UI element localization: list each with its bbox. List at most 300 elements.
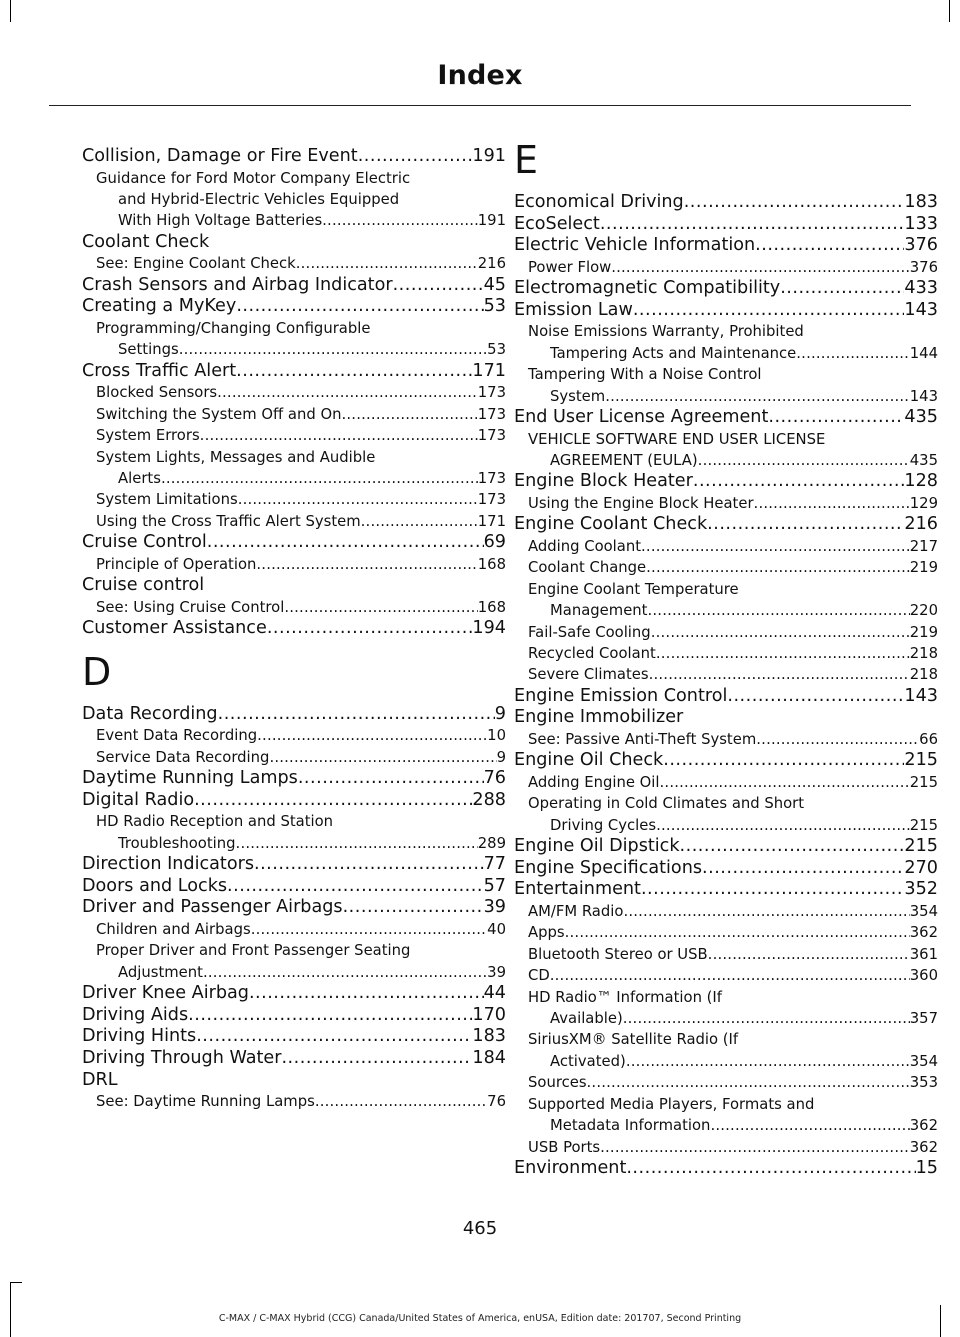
entry-text: Cross Traffic Alert <box>82 360 237 381</box>
entry-text: Environment <box>514 1157 627 1178</box>
entry-page-number: 433 <box>904 278 938 299</box>
dot-leader <box>236 296 483 318</box>
index-entry <box>514 235 938 257</box>
index-entry <box>82 1048 506 1070</box>
entry-text: Event Data Recording <box>96 727 258 745</box>
entry-text: System Lights, Messages and Audible <box>96 448 376 466</box>
entry-page-number: 76 <box>487 1093 506 1111</box>
dot-leader <box>188 1005 472 1027</box>
title-divider <box>49 105 911 106</box>
index-entry <box>514 707 938 729</box>
index-entry <box>82 790 506 812</box>
entry-text: Supported Media Players, Formats and <box>528 1095 815 1113</box>
entry-page-number: 362 <box>909 1138 938 1156</box>
dot-leader <box>179 339 487 360</box>
dot-leader <box>755 235 904 257</box>
entry-text: With High Voltage Batteries <box>118 212 323 230</box>
index-subentry <box>514 1115 938 1136</box>
entry-page-number: 216 <box>477 255 506 273</box>
entry-page-number: 219 <box>909 559 938 577</box>
dot-leader <box>196 1026 472 1048</box>
index-entry <box>514 858 938 880</box>
entry-text: Engine Immobilizer <box>514 707 684 728</box>
index-subentry <box>82 554 506 575</box>
entry-text: CD <box>528 967 550 985</box>
index-section-letter: D <box>82 649 112 694</box>
index-subentry <box>514 922 938 943</box>
index-subentry <box>82 404 506 425</box>
dot-leader <box>698 450 910 471</box>
entry-text: Tampering With a Noise Control <box>528 366 762 384</box>
entry-text: Activated) <box>550 1052 626 1070</box>
entry-page-number: 270 <box>904 857 938 878</box>
index-subentry <box>514 965 938 986</box>
entry-page-number: 183 <box>904 192 938 212</box>
index-subentry <box>514 1051 938 1072</box>
entry-text: Cruise control <box>82 575 205 596</box>
entry-page-number: 173 <box>477 384 506 402</box>
dot-leader <box>702 858 904 880</box>
entry-text: Engine Coolant Check <box>514 514 708 535</box>
dot-leader <box>550 965 910 986</box>
entry-page-number: 289 <box>477 834 506 852</box>
entry-text: Adding Engine Oil <box>528 774 660 792</box>
entry-text: Power Flow <box>528 258 612 276</box>
entry-page-number: 354 <box>909 1052 938 1070</box>
entry-page-number: 45 <box>483 274 506 295</box>
dot-leader <box>393 275 484 297</box>
entry-text: Severe Climates <box>528 666 649 684</box>
entry-page-number: 40 <box>487 921 506 939</box>
dot-leader <box>727 686 904 708</box>
entry-page-number: 216 <box>904 514 938 535</box>
entry-page-number: 168 <box>477 598 506 616</box>
entry-page-number: 9 <box>494 703 506 724</box>
entry-page-number: 362 <box>909 924 938 942</box>
dot-leader <box>358 146 473 168</box>
entry-text: Adjustment <box>118 963 203 981</box>
index-entry <box>82 1070 506 1092</box>
index-subentry <box>82 168 506 189</box>
index-entry <box>82 704 506 726</box>
dot-leader <box>646 557 910 578</box>
entry-page-number: 171 <box>472 360 506 381</box>
dot-leader <box>768 407 904 429</box>
index-subentry <box>514 257 938 278</box>
entry-text: Alerts <box>118 470 161 488</box>
entry-text: Emission Law <box>514 299 633 320</box>
dot-leader <box>343 897 484 919</box>
entry-text: Troubleshooting <box>118 834 236 852</box>
dot-leader <box>218 704 495 726</box>
entry-text: System Limitations <box>96 491 238 509</box>
dot-leader <box>194 790 472 812</box>
index-subentry <box>514 579 938 600</box>
entry-text: Using the Engine Block Heater <box>528 495 754 512</box>
entry-page-number: 288 <box>472 789 506 810</box>
dot-leader <box>254 854 484 876</box>
index-subentry <box>514 643 938 664</box>
entry-text: Direction Indicators <box>82 854 254 875</box>
index-entry <box>82 854 506 876</box>
entry-page-number: 144 <box>909 344 938 362</box>
dot-leader <box>257 725 487 746</box>
index-entry <box>82 275 506 297</box>
index-entry <box>82 876 506 898</box>
entry-text: See: Engine Coolant Check <box>96 255 296 273</box>
index-subentry <box>82 189 506 210</box>
entry-text: See: Daytime Running Lamps <box>96 1093 315 1111</box>
entry-page-number: 215 <box>909 816 938 834</box>
entry-page-number: 191 <box>477 212 506 230</box>
entry-text: System Errors <box>96 427 200 445</box>
entry-text: Collision, Damage or Fire Event <box>82 146 358 166</box>
index-entry <box>82 1026 506 1048</box>
index-subentry <box>82 382 506 403</box>
index-subentry <box>514 772 938 793</box>
entry-page-number: 435 <box>904 407 938 427</box>
index-subentry <box>82 725 506 746</box>
footer-edition-text: C-MAX / C-MAX Hybrid (CCG) Canada/United States of America, enUSA, Edition date: 201707, Second Printing <box>218 1313 742 1324</box>
entry-page-number: 170 <box>472 1004 506 1025</box>
dot-leader <box>611 257 910 278</box>
dot-leader <box>281 1048 472 1070</box>
entry-text: Driving Cycles <box>550 816 657 834</box>
index-subentry <box>514 987 938 1008</box>
index-subentry <box>514 729 938 750</box>
entry-text: Programming/Changing Configurable <box>96 320 371 337</box>
index-subentry <box>514 1072 938 1093</box>
entry-page-number: 129 <box>909 495 938 512</box>
entry-page-number: 173 <box>477 470 506 488</box>
entry-text: See: Passive Anti-Theft System <box>528 731 757 749</box>
dot-leader <box>161 468 478 489</box>
entry-page-number: 69 <box>483 532 506 553</box>
dot-leader <box>710 1115 909 1136</box>
entry-text: See: Using Cruise Control <box>96 598 285 616</box>
entry-text: Electric Vehicle Information <box>514 235 756 256</box>
dot-leader <box>342 404 478 425</box>
entry-text: HD Radio Reception and Station <box>96 813 334 831</box>
index-subentry <box>82 962 506 983</box>
index-section-letter: E <box>514 138 539 182</box>
entry-text: End User License Agreement <box>514 407 769 427</box>
entry-text: Driver and Passenger Airbags <box>82 897 343 918</box>
entry-page-number: 10 <box>487 727 506 745</box>
entry-page-number: 53 <box>487 341 506 359</box>
entry-text: Digital Radio <box>82 789 195 810</box>
dot-leader <box>754 493 910 514</box>
entry-text: Economical Driving <box>514 192 684 212</box>
entry-text: Electromagnetic Compatibility <box>514 278 781 299</box>
dot-leader <box>647 600 909 621</box>
entry-page-number: 435 <box>909 452 938 469</box>
index-subentry <box>514 536 938 557</box>
dot-leader <box>641 879 904 901</box>
dot-leader <box>200 425 478 446</box>
entry-page-number: 76 <box>483 768 506 789</box>
entry-text: Engine Emission Control <box>514 685 728 706</box>
entry-page-number: 173 <box>477 427 506 445</box>
entry-text: Engine Block Heater <box>514 471 693 492</box>
entry-page-number: 352 <box>904 879 938 900</box>
entry-text: Driver Knee Airbag <box>82 983 249 1004</box>
dot-leader <box>256 554 477 575</box>
dot-leader <box>605 386 910 407</box>
index-subentry <box>82 940 506 961</box>
dot-leader <box>708 944 910 965</box>
index-entry <box>82 532 506 554</box>
entry-page-number: 191 <box>472 146 506 166</box>
entry-text: Doors and Locks <box>82 875 228 896</box>
entry-text: Engine Specifications <box>514 857 703 878</box>
index-entry <box>82 618 506 640</box>
dot-leader <box>684 192 905 214</box>
index-entry <box>82 296 506 318</box>
index-subentry <box>514 1008 938 1029</box>
entry-text: Tampering Acts and Maintenance <box>550 344 797 362</box>
entry-text: Creating a MyKey <box>82 296 237 317</box>
entry-page-number: 217 <box>909 538 938 555</box>
dot-leader <box>680 836 905 858</box>
entry-text: Guidance for Ford Motor Company Electric <box>96 169 411 187</box>
index-subentry <box>82 425 506 446</box>
entry-page-number: 168 <box>477 555 506 573</box>
entry-page-number: 77 <box>483 854 506 875</box>
entry-text: Blocked Sensors <box>96 384 218 402</box>
index-entry <box>82 575 506 597</box>
entry-page-number: 183 <box>472 1026 506 1047</box>
index-entry <box>514 514 938 536</box>
entry-page-number: 171 <box>477 512 506 530</box>
entry-page-number: 215 <box>904 836 938 857</box>
index-subentry <box>514 321 938 342</box>
entry-page-number: 215 <box>909 774 938 792</box>
index-subentry <box>82 511 506 532</box>
dot-leader <box>623 1008 910 1029</box>
page-number: 465 <box>462 1218 498 1239</box>
entry-text: Daytime Running Lamps <box>82 768 298 789</box>
index-entry <box>82 1005 506 1027</box>
entry-text: Driving Aids <box>82 1004 189 1025</box>
index-entry <box>514 836 938 858</box>
dot-leader <box>756 729 919 750</box>
entry-text: Apps <box>528 924 565 942</box>
dot-leader <box>600 1137 910 1158</box>
entry-text: Engine Oil Check <box>514 750 664 771</box>
index-subentry <box>82 468 506 489</box>
index-entry <box>514 407 938 429</box>
entry-page-number: 361 <box>909 945 938 963</box>
index-subentry <box>82 210 506 231</box>
dot-leader <box>296 253 478 274</box>
entry-text: Adding Coolant <box>528 538 642 555</box>
index-entry <box>82 768 506 790</box>
dot-leader <box>587 1072 910 1093</box>
entry-text: SiriusXM® Satellite Radio (If <box>528 1031 739 1049</box>
entry-page-number: 128 <box>904 471 938 492</box>
index-subentry <box>82 747 506 768</box>
index-entry <box>82 897 506 919</box>
dot-leader <box>663 750 904 772</box>
index-column-left <box>82 146 506 1113</box>
index-subentry <box>514 1137 938 1158</box>
entry-page-number: 57 <box>483 875 506 896</box>
index-subentry <box>82 1091 506 1112</box>
entry-page-number: 376 <box>904 235 938 256</box>
entry-text: Engine Coolant Temperature <box>528 580 739 598</box>
index-entry <box>514 214 938 236</box>
entry-page-number: 354 <box>909 903 938 921</box>
entry-page-number: 220 <box>909 602 938 620</box>
index-entry <box>514 192 938 214</box>
dot-leader <box>236 361 472 383</box>
index-subentry <box>514 450 938 471</box>
index-subentry <box>82 253 506 274</box>
dot-leader <box>633 300 905 322</box>
entry-page-number: 173 <box>477 405 506 423</box>
index-subentry <box>514 343 938 364</box>
index-subentry <box>82 597 506 618</box>
index-column-right <box>514 138 938 1180</box>
entry-page-number: 15 <box>915 1157 938 1178</box>
entry-page-number: 39 <box>487 963 506 981</box>
index-entry <box>82 361 506 383</box>
dot-leader <box>693 471 905 493</box>
entry-page-number: 184 <box>472 1048 506 1069</box>
dot-leader <box>361 511 478 532</box>
index-entry <box>82 232 506 254</box>
entry-text: USB Ports <box>528 1138 601 1156</box>
index-subentry <box>514 386 938 407</box>
dot-leader <box>626 1158 915 1180</box>
entry-text: Driving Hints <box>82 1026 197 1047</box>
entry-text: Customer Assistance <box>82 618 267 639</box>
dot-leader <box>236 833 478 854</box>
entry-text: Operating in Cold Climates and Short <box>528 795 805 813</box>
entry-text: Using the Cross Traffic Alert System <box>96 512 361 530</box>
index-subentry <box>514 901 938 922</box>
entry-page-number: 39 <box>483 897 506 918</box>
index-subentry <box>514 793 938 814</box>
index-subentry <box>82 318 506 339</box>
entry-page-number: 215 <box>904 750 938 771</box>
entry-text: Management <box>550 602 648 620</box>
entry-page-number: 376 <box>909 258 938 276</box>
dot-leader <box>207 532 484 554</box>
index-entry <box>514 686 938 708</box>
index-entry <box>514 471 938 493</box>
entry-text: Sources <box>528 1074 587 1092</box>
dot-leader <box>238 489 478 510</box>
entry-page-number: 194 <box>472 618 506 639</box>
index-entry <box>514 1158 938 1180</box>
index-subentry <box>514 944 938 965</box>
index-subentry <box>82 489 506 510</box>
dot-leader <box>660 772 910 793</box>
entry-text: Children and Airbags <box>96 921 251 939</box>
dot-leader <box>269 747 496 768</box>
dot-leader <box>249 983 484 1005</box>
dot-leader <box>203 962 487 983</box>
crop-mark-top-right <box>949 0 950 22</box>
entry-text: Driving Through Water <box>82 1048 282 1069</box>
entry-text: Recycled Coolant <box>528 645 656 663</box>
entry-page-number: 44 <box>483 983 506 1004</box>
dot-leader <box>656 643 910 664</box>
index-subentry <box>514 364 938 385</box>
entry-text: Metadata Information <box>550 1117 711 1135</box>
index-entry <box>514 300 938 322</box>
index-subentry <box>514 664 938 685</box>
crop-mark-top-left <box>10 0 11 22</box>
entry-text: Available) <box>550 1010 623 1028</box>
dot-leader <box>600 214 905 236</box>
page-title: Index <box>437 60 523 91</box>
dot-leader <box>284 597 477 618</box>
dot-leader <box>315 1091 487 1112</box>
index-subentry <box>514 1094 938 1115</box>
crop-mark-bottom-left <box>10 1282 11 1337</box>
dot-leader <box>649 664 910 685</box>
crop-mark-bottom-left-h <box>10 1282 22 1283</box>
index-entry <box>514 278 938 300</box>
index-subentry <box>514 600 938 621</box>
entry-page-number: 66 <box>919 731 938 749</box>
entry-page-number: 53 <box>483 296 506 317</box>
entry-text: Bluetooth Stereo or USB <box>528 945 708 963</box>
dot-leader <box>626 1051 910 1072</box>
entry-text: VEHICLE SOFTWARE END USER LICENSE <box>528 430 826 448</box>
entry-page-number: 219 <box>909 623 938 641</box>
index-subentry <box>82 833 506 854</box>
entry-page-number: 362 <box>909 1117 938 1135</box>
index-subentry <box>82 339 506 360</box>
entry-page-number: 143 <box>909 387 938 405</box>
entry-page-number: 143 <box>904 299 938 320</box>
index-subentry <box>82 919 506 940</box>
dot-leader <box>322 210 478 231</box>
index-subentry <box>514 429 938 450</box>
dot-leader <box>651 622 910 643</box>
entry-text: Entertainment <box>514 879 641 900</box>
entry-text: System <box>550 387 606 405</box>
entry-page-number: 173 <box>477 491 506 509</box>
entry-text: HD Radio™ Information (If <box>528 988 723 1006</box>
entry-text: Service Data Recording <box>96 748 270 766</box>
entry-text: Settings <box>118 341 179 359</box>
entry-page-number: 133 <box>904 213 938 234</box>
entry-text: Crash Sensors and Airbag Indicator <box>82 274 393 295</box>
entry-text: Coolant Check <box>82 231 210 252</box>
index-entry <box>82 146 506 168</box>
index-subentry <box>514 493 938 514</box>
entry-text: Switching the System Off and On <box>96 405 342 423</box>
dot-leader <box>623 901 909 922</box>
index-entry <box>514 879 938 901</box>
dot-leader <box>656 815 910 836</box>
dot-leader <box>707 514 904 536</box>
index-subentry <box>82 811 506 832</box>
dot-leader <box>796 343 909 364</box>
entry-text: Proper Driver and Front Passenger Seating <box>96 942 411 960</box>
entry-text: AM/FM Radio <box>528 903 624 921</box>
index-entry <box>82 983 506 1005</box>
dot-leader <box>217 382 478 403</box>
entry-page-number: 143 <box>904 685 938 706</box>
entry-page-number: 9 <box>496 748 506 766</box>
entry-text: and Hybrid-Electric Vehicles Equipped <box>118 191 400 208</box>
